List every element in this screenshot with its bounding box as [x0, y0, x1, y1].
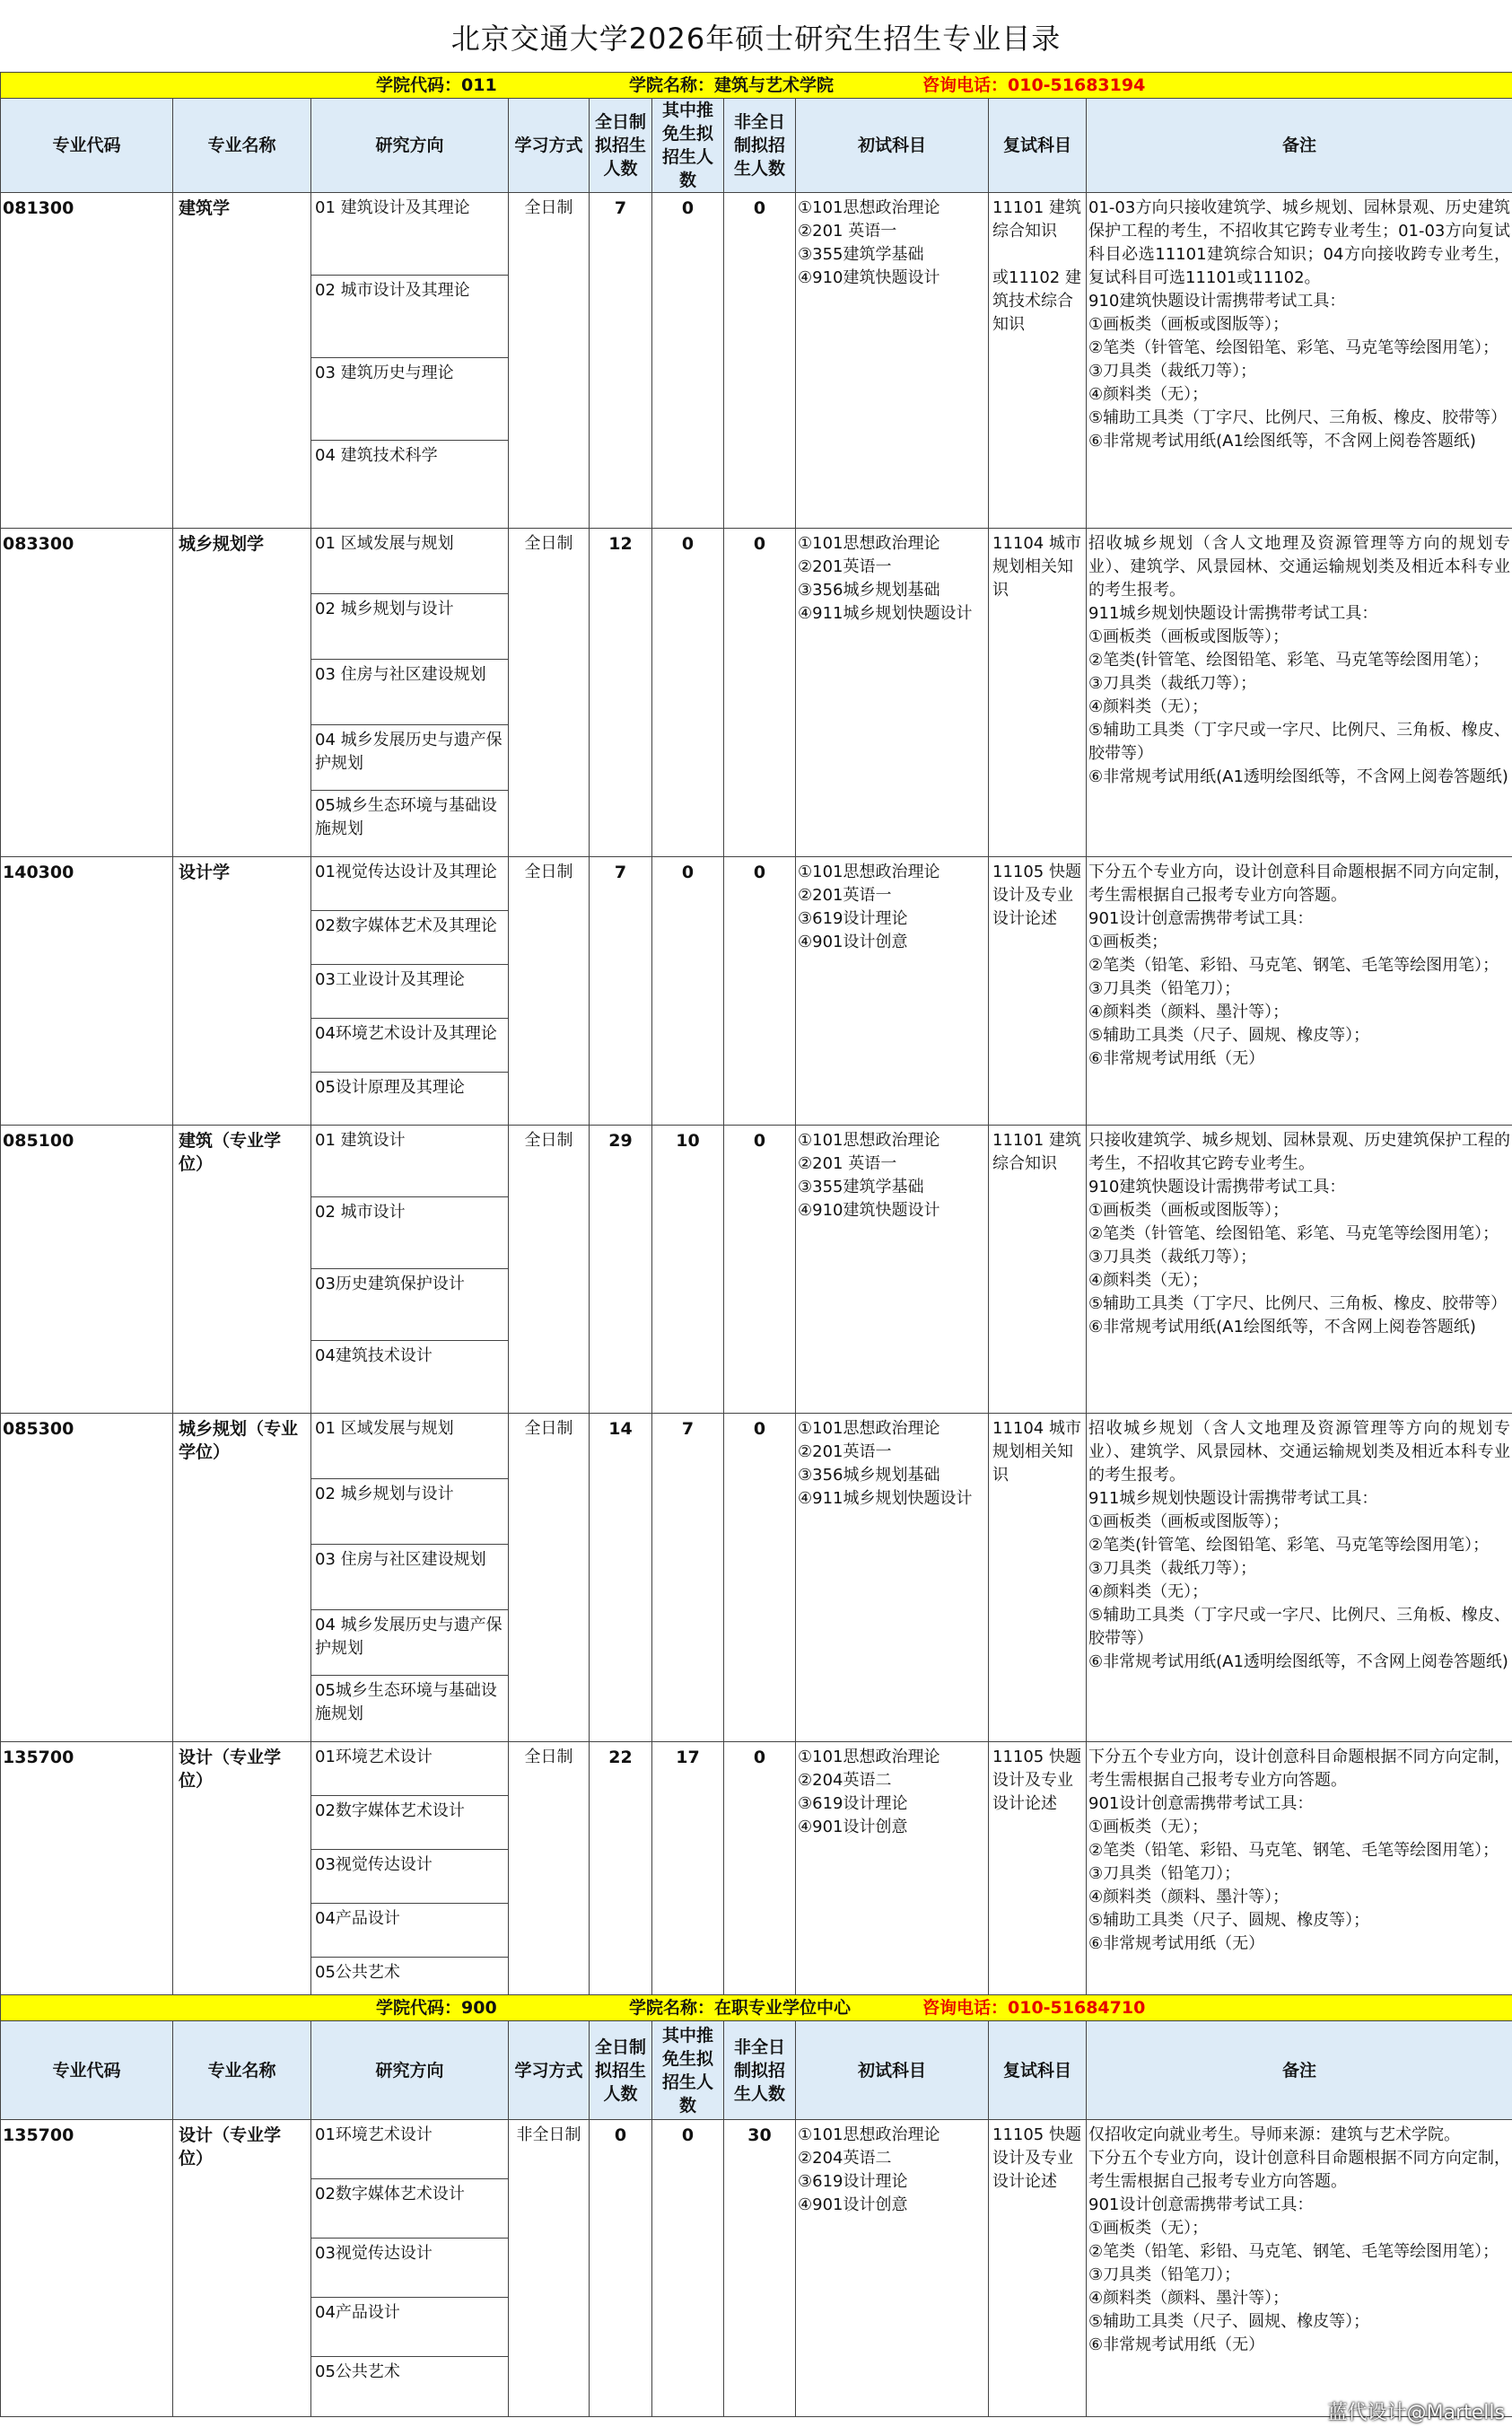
note-line: 911城乡规划快题设计需携带考试工具： [1088, 604, 1378, 623]
direction-item: 04 建筑技术科学 [315, 446, 438, 465]
notes [1087, 2120, 1512, 2417]
retest-subjects [989, 857, 1087, 1126]
retest-subject [992, 243, 1082, 267]
direction-item: 04环境艺术设计及其理论 [311, 1019, 508, 1073]
exam-subject: ③619设计理论 [798, 2172, 908, 2191]
note-line: ③刀具类（铅笔刀）； [1088, 2265, 1241, 2284]
direction-item: 02 城市设计 [311, 1197, 508, 1269]
direction-item: 01环境艺术设计 [311, 1742, 508, 1796]
college-code: 学院代码：900 [376, 1998, 497, 2018]
research-directions [311, 193, 509, 529]
exam-subject: ①101思想政治理论 [798, 1419, 940, 1438]
exam-subject: ③355建筑学基础 [798, 1178, 924, 1196]
note-line: ③刀具类（裁纸刀等）； [1088, 1248, 1257, 1266]
direction-item: 02 城乡规划与设计 [311, 1479, 508, 1545]
program-row [1, 857, 1512, 1126]
exam-subject: ①101思想政治理论 [798, 1131, 940, 1150]
header-notes: 备注 [1087, 2021, 1512, 2120]
note-line: ①画板类； [1088, 933, 1168, 951]
exam-subjects [796, 2120, 989, 2417]
header-exam: 初试科目 [796, 99, 989, 193]
header-row [1, 2021, 1512, 2120]
retest-subject: 11104 城市规划相关知识 [992, 1419, 1081, 1485]
exam-subjects [796, 1742, 989, 2012]
header-line: 非全日 [733, 112, 785, 132]
retest-subject: 11101 建筑综合知识 [992, 198, 1081, 241]
note-line: ⑥非常规考试用纸（无） [1088, 1934, 1265, 1953]
direction-item: 03 建筑历史与理论 [311, 358, 508, 441]
retest-subjects [989, 529, 1087, 857]
retest-subjects [989, 2120, 1087, 2417]
college-name: 学院名称：在职专业学位中心 [629, 1998, 852, 2018]
recommend-quota: 7 [652, 1414, 724, 1742]
direction-item: 02数字媒体艺术及其理论 [311, 911, 508, 965]
exam-subject: ③355建筑学基础 [798, 245, 924, 264]
header-fulltime [590, 99, 652, 193]
note-line: ①画板类（无）； [1088, 2219, 1209, 2238]
note-line: ⑥非常规考试用纸(A1绘图纸等，不含网上阅卷答题纸) [1088, 1318, 1476, 1336]
note-line: 招收城乡规划（含人文地理及资源管理等方向的规划专业）、建筑学、风景园林、交通运输规划类及相近本科专业的考生报考。 [1088, 534, 1511, 600]
header-line: 拟招生 [594, 136, 646, 155]
recommend-quota: 0 [652, 193, 724, 529]
note-line: 下分五个专业方向，设计创意科目命题根据不同方向定制，考生需根据自己报考专业方向答题。 [1088, 2149, 1511, 2191]
retest-subject: 或11102 建筑技术综合知识 [992, 268, 1081, 334]
program-name: 城乡规划（专业学位） [173, 1414, 311, 1742]
retest-subjects [989, 1742, 1087, 2012]
note-line: ③刀具类（铅笔刀）； [1088, 1864, 1241, 1883]
direction-item: 04产品设计 [311, 1904, 508, 1958]
college-name: 学院名称：建筑与艺术学院 [629, 75, 835, 95]
study-mode: 全日制 [509, 1414, 590, 1742]
direction-item: 04 城乡发展历史与遗产保护规划 [311, 725, 508, 791]
exam-subject: ①101思想政治理论 [798, 2125, 940, 2144]
note-line: ④颜料类（颜料、墨汁等）； [1088, 1888, 1289, 1906]
note-line: ⑤辅助工具类（丁字尺或一字尺、比例尺、三角板、橡皮、胶带等） [1088, 721, 1511, 763]
program-name: 建筑学 [173, 193, 311, 529]
retest-subject: 11105 快题设计及专业设计论述 [992, 2125, 1081, 2191]
header-name: 专业名称 [173, 99, 311, 193]
note-line: ①画板类（画板或图版等）； [1088, 1512, 1289, 1531]
exam-subject: ④910建筑快题设计 [798, 1201, 940, 1220]
header-name: 专业名称 [173, 2021, 311, 2120]
retest-subject: 11105 快题设计及专业设计论述 [992, 1748, 1081, 1813]
header-direction: 研究方向 [311, 99, 509, 193]
notes [1087, 857, 1512, 1126]
exam-subject: ①101思想政治理论 [798, 1748, 940, 1766]
header-line: 免生拟 [661, 124, 713, 144]
exam-subject: ①101思想政治理论 [798, 534, 940, 553]
note-line: ⑤辅助工具类（尺子、圆规、橡皮等）； [1088, 2312, 1370, 2331]
study-mode: 全日制 [509, 1126, 590, 1414]
fulltime-quota: 7 [590, 193, 652, 529]
direction-item: 03工业设计及其理论 [311, 965, 508, 1019]
note-line: ⑥非常规考试用纸(A1绘图纸等，不含网上阅卷答题纸) [1088, 432, 1476, 451]
program-name: 设计（专业学位） [173, 2120, 311, 2417]
research-directions [311, 2120, 509, 2417]
exam-subject: ③356城乡规划基础 [798, 1466, 940, 1485]
recommend-quota: 10 [652, 1126, 724, 1414]
catalog-table [0, 72, 1512, 2012]
parttime-quota: 0 [724, 193, 796, 529]
direction-item: 01 建筑设计及其理论 [311, 193, 508, 276]
exam-subjects [796, 1414, 989, 1742]
program-code: 140300 [1, 857, 173, 1126]
direction-item: 02数字媒体艺术设计 [311, 2179, 508, 2239]
direction-item: 01 区域发展与规划 [311, 529, 508, 594]
exam-subject: ①101思想政治理论 [798, 198, 940, 217]
college-banner [1, 73, 1512, 99]
program-code: 083300 [1, 529, 173, 857]
notes [1087, 529, 1512, 857]
program-code: 135700 [1, 2120, 173, 2417]
header-line: 招生人 [661, 2072, 713, 2092]
note-line: ⑤辅助工具类（尺子、圆规、橡皮等）； [1088, 1911, 1370, 1930]
college-phone: 咨询电话：010-51683194 [922, 75, 1146, 95]
note-line: ④颜料类（无）； [1088, 1271, 1209, 1290]
program-name: 建筑（专业学位） [173, 1126, 311, 1414]
note-line: ③刀具类（裁纸刀等）； [1088, 362, 1257, 381]
recommend-quota: 0 [652, 857, 724, 1126]
program-row [1, 1742, 1512, 2012]
research-directions [311, 857, 509, 1126]
exam-subject: ②201 英语一 [798, 222, 897, 241]
note-line: 901设计创意需携带考试工具： [1088, 2195, 1314, 2214]
direction-item: 02 城市设计及其理论 [311, 276, 508, 358]
header-line: 其中推 [661, 2025, 713, 2046]
note-line: ②笔类（针管笔、绘图铅笔、彩笔、马克笔等绘图用笔）； [1088, 1224, 1499, 1243]
program-code: 081300 [1, 193, 173, 529]
fulltime-quota: 0 [590, 2120, 652, 2417]
study-mode: 全日制 [509, 193, 590, 529]
direction-item: 05城乡生态环境与基础设施规划 [315, 1681, 497, 1723]
retest-subject: 11105 快题设计及专业设计论述 [992, 863, 1081, 928]
header-recommend [652, 99, 724, 193]
retest-subjects [989, 1126, 1087, 1414]
header-line: 免生拟 [661, 2048, 713, 2069]
direction-item: 03 住房与社区建设规划 [311, 660, 508, 725]
retest-subject: 11104 城市规划相关知识 [992, 534, 1081, 600]
note-line: ④颜料类（颜料、墨汁等）； [1088, 1003, 1289, 1021]
research-directions [311, 1414, 509, 1742]
header-line: 数 [678, 171, 696, 190]
program-row [1, 1414, 1512, 1742]
program-row [1, 1126, 1512, 1414]
program-row [1, 193, 1512, 529]
note-line: ②笔类（针管笔、绘图铅笔、彩笔、马克笔等绘图用笔）； [1088, 338, 1499, 357]
header-mode: 学习方式 [509, 99, 590, 193]
note-line: ④颜料类（无）； [1088, 1582, 1209, 1601]
note-line: ⑤辅助工具类（尺子、圆规、橡皮等）； [1088, 1026, 1370, 1045]
college-phone: 咨询电话：010-51684710 [922, 1998, 1146, 2018]
header-line: 生人数 [733, 2083, 785, 2104]
note-line: 招收城乡规划（含人文地理及资源管理等方向的规划专业）、建筑学、风景园林、交通运输规划类及相近本科专业的考生报考。 [1088, 1419, 1511, 1485]
note-line: ⑥非常规考试用纸(A1透明绘图纸等，不含网上阅卷答题纸) [1088, 1652, 1508, 1671]
parttime-quota: 0 [724, 529, 796, 857]
header-line: 制拟招 [733, 136, 785, 155]
header-line: 人数 [603, 2083, 638, 2104]
college-banner [1, 1995, 1512, 2021]
header-line: 制拟招 [733, 2060, 785, 2081]
exam-subject: ④901设计创意 [798, 2195, 908, 2214]
header-line: 数 [678, 2095, 696, 2116]
direction-item: 05公共艺术 [315, 2362, 400, 2381]
note-line: 下分五个专业方向，设计创意科目命题根据不同方向定制，考生需根据自己报考专业方向答题。 [1088, 863, 1511, 905]
header-retest: 复试科目 [989, 99, 1087, 193]
retest-subject: 11101 建筑综合知识 [992, 1131, 1081, 1173]
exam-subjects [796, 857, 989, 1126]
note-line: ①画板类（无）； [1088, 1818, 1209, 1836]
fulltime-quota: 22 [590, 1742, 652, 2012]
exam-subject: ③619设计理论 [798, 1794, 908, 1813]
notes [1087, 1742, 1512, 2012]
exam-subject: ①101思想政治理论 [798, 863, 940, 881]
fulltime-quota: 12 [590, 529, 652, 857]
catalog-table [0, 1994, 1512, 2417]
program-name: 城乡规划学 [173, 529, 311, 857]
note-line: ④颜料类（无）； [1088, 697, 1209, 716]
direction-item: 01 建筑设计 [311, 1126, 508, 1197]
note-line: ②笔类（铅笔、彩铅、马克笔、钢笔、毛笔等绘图用笔）； [1088, 956, 1499, 975]
exam-subjects [796, 529, 989, 857]
header-line: 招生人 [661, 147, 713, 167]
parttime-quota: 0 [724, 857, 796, 1126]
header-line: 全日制 [594, 2037, 646, 2057]
direction-item: 04产品设计 [311, 2298, 508, 2357]
note-line: 901设计创意需携带考试工具： [1088, 909, 1314, 928]
direction-item: 01 区域发展与规划 [311, 1414, 508, 1479]
note-line: ⑥非常规考试用纸（无） [1088, 2335, 1265, 2354]
header-line: 全日制 [594, 112, 646, 132]
header-exam: 初试科目 [796, 2021, 989, 2120]
exam-subjects [796, 193, 989, 529]
program-code: 135700 [1, 1742, 173, 2012]
program-code: 085100 [1, 1126, 173, 1414]
direction-item: 02 城乡规划与设计 [311, 594, 508, 660]
header-direction: 研究方向 [311, 2021, 509, 2120]
research-directions [311, 529, 509, 857]
note-line: ④颜料类（颜料、墨汁等）； [1088, 2289, 1289, 2308]
exam-subject: ④901设计创意 [798, 1818, 908, 1836]
note-line: ②笔类(针管笔、绘图铅笔、彩笔、马克笔等绘图用笔）； [1088, 651, 1490, 670]
exam-subject: ②204英语二 [798, 2149, 892, 2168]
note-line: ①画板类（画板或图版等）； [1088, 315, 1289, 334]
direction-item: 01视觉传达设计及其理论 [311, 857, 508, 911]
direction-item: 03历史建筑保护设计 [311, 1269, 508, 1341]
retest-subjects [989, 1414, 1087, 1742]
note-line: 下分五个专业方向，设计创意科目命题根据不同方向定制，考生需根据自己报考专业方向答题。 [1088, 1748, 1511, 1790]
study-mode: 全日制 [509, 529, 590, 857]
notes [1087, 1126, 1512, 1414]
study-mode: 非全日制 [509, 2120, 590, 2417]
study-mode: 全日制 [509, 857, 590, 1126]
retest-subjects [989, 193, 1087, 529]
direction-item: 05公共艺术 [315, 1963, 400, 1982]
direction-item: 03 住房与社区建设规划 [311, 1545, 508, 1610]
note-line: ⑤辅助工具类（丁字尺或一字尺、比例尺、三角板、橡皮、胶带等） [1088, 1606, 1511, 1648]
exam-subject: ④910建筑快题设计 [798, 268, 940, 287]
fulltime-quota: 29 [590, 1126, 652, 1414]
header-line: 人数 [603, 159, 638, 179]
header-line: 拟招生 [594, 2060, 646, 2081]
exam-subject: ④901设计创意 [798, 933, 908, 951]
direction-item: 01环境艺术设计 [311, 2120, 508, 2179]
parttime-quota: 0 [724, 1126, 796, 1414]
parttime-quota: 0 [724, 1742, 796, 2012]
header-code: 专业代码 [1, 2021, 173, 2120]
note-line: ③刀具类（裁纸刀等）； [1088, 674, 1257, 693]
note-line: ②笔类(针管笔、绘图铅笔、彩笔、马克笔等绘图用笔）； [1088, 1536, 1490, 1555]
program-name: 设计（专业学位） [173, 1742, 311, 2012]
exam-subjects [796, 1126, 989, 1414]
note-line: 仅招收定向就业考生。导师来源：建筑与艺术学院。 [1088, 2125, 1460, 2144]
note-line: 只接收建筑学、城乡规划、园林景观、历史建筑保护工程的考生，不招收其它跨专业考生。 [1088, 1131, 1511, 1173]
exam-subject: ②204英语二 [798, 1771, 892, 1790]
note-line: ④颜料类（无）； [1088, 385, 1209, 404]
direction-item: 02数字媒体艺术设计 [311, 1796, 508, 1850]
header-line: 生人数 [733, 159, 785, 179]
header-parttime [724, 2021, 796, 2120]
note-line: ⑤辅助工具类（丁字尺、比例尺、三角板、橡皮、胶带等） [1088, 408, 1508, 427]
program-name: 设计学 [173, 857, 311, 1126]
parttime-quota: 30 [724, 2120, 796, 2417]
program-row [1, 2120, 1512, 2417]
exam-subject: ②201英语一 [798, 1442, 892, 1461]
note-line: ⑥非常规考试用纸（无） [1088, 1049, 1265, 1068]
header-parttime [724, 99, 796, 193]
recommend-quota: 17 [652, 1742, 724, 2012]
header-retest: 复试科目 [989, 2021, 1087, 2120]
note-line: 01-03方向只接收建筑学、城乡规划、园林景观、历史建筑保护工程的考生，不招收其它跨专业考生；01-03方向复试科目必选11101建筑综合知识；04方向接收跨专业考生，复试科目可选11101或11102。 [1088, 198, 1511, 287]
notes [1087, 1414, 1512, 1742]
fulltime-quota: 14 [590, 1414, 652, 1742]
note-line: 910建筑快题设计需携带考试工具： [1088, 292, 1346, 311]
study-mode: 全日制 [509, 1742, 590, 2012]
research-directions [311, 1126, 509, 1414]
recommend-quota: 0 [652, 2120, 724, 2417]
watermark: 蓝代设计@Martells [1327, 2402, 1505, 2424]
direction-item: 04建筑技术设计 [315, 1346, 433, 1365]
exam-subject: ③356城乡规划基础 [798, 581, 940, 600]
notes [1087, 193, 1512, 529]
exam-subject: ④911城乡规划快题设计 [798, 1489, 973, 1508]
note-line: 911城乡规划快题设计需携带考试工具： [1088, 1489, 1378, 1508]
header-code: 专业代码 [1, 99, 173, 193]
header-mode: 学习方式 [509, 2021, 590, 2120]
header-row [1, 99, 1512, 193]
direction-item: 05设计原理及其理论 [315, 1078, 465, 1097]
note-line: ③刀具类（裁纸刀等）； [1088, 1559, 1257, 1578]
note-line: 910建筑快题设计需携带考试工具： [1088, 1178, 1346, 1196]
direction-item: 03视觉传达设计 [311, 2239, 508, 2298]
exam-subject: ③619设计理论 [798, 909, 908, 928]
exam-subject: ②201 英语一 [798, 1154, 897, 1173]
exam-subject: ②201英语一 [798, 557, 892, 576]
recommend-quota: 0 [652, 529, 724, 857]
note-line: ②笔类（铅笔、彩铅、马克笔、钢笔、毛笔等绘图用笔）； [1088, 1841, 1499, 1860]
header-fulltime [590, 2021, 652, 2120]
parttime-quota: 0 [724, 1414, 796, 1742]
note-line: ①画板类（画板或图版等）； [1088, 627, 1289, 646]
note-line: ⑥非常规考试用纸(A1透明绘图纸等，不含网上阅卷答题纸) [1088, 767, 1508, 786]
direction-item: 04 城乡发展历史与遗产保护规划 [311, 1610, 508, 1676]
header-line: 非全日 [733, 2037, 785, 2057]
header-line: 其中推 [661, 101, 713, 120]
note-line: ②笔类（铅笔、彩铅、马克笔、钢笔、毛笔等绘图用笔）； [1088, 2242, 1499, 2261]
college-code: 学院代码：011 [376, 75, 497, 95]
fulltime-quota: 7 [590, 857, 652, 1126]
exam-subject: ④911城乡规划快题设计 [798, 604, 973, 623]
note-line: 901设计创意需携带考试工具： [1088, 1794, 1314, 1813]
header-notes: 备注 [1087, 99, 1512, 193]
note-line: ①画板类（画板或图版等）； [1088, 1201, 1289, 1220]
program-code: 085300 [1, 1414, 173, 1742]
direction-item: 03视觉传达设计 [311, 1850, 508, 1904]
direction-item: 05城乡生态环境与基础设施规划 [315, 796, 497, 838]
header-recommend [652, 2021, 724, 2120]
page-title: 北京交通大学2026年硕士研究生招生专业目录 [450, 22, 1062, 56]
note-line: ③刀具类（铅笔刀）； [1088, 979, 1241, 998]
program-row [1, 529, 1512, 857]
exam-subject: ②201英语一 [798, 886, 892, 905]
research-directions [311, 1742, 509, 2012]
note-line: ⑤辅助工具类（丁字尺、比例尺、三角板、橡皮、胶带等） [1088, 1294, 1508, 1313]
